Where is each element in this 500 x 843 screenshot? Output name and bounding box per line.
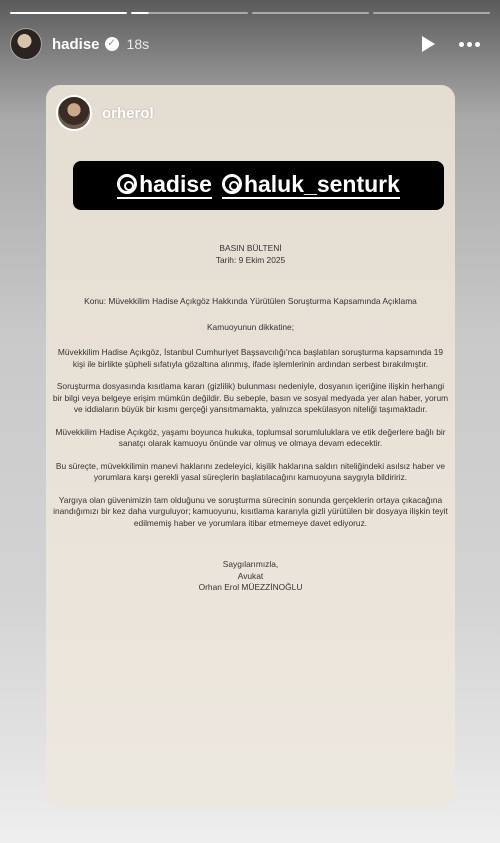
progress-segment-3 xyxy=(252,12,369,14)
doc-paragraph-5: Yargıya olan güvenimizin tam olduğunu ve soruşturma sürecinin sonunda gerçeklerin ortaya çıkacağına inandığımızı bir kez daha vurguluyor; kamuoyunu, kısıtlama kararıyla gizli yürütülen bir dosyaya ilişkin teyit edilmemiş haber ve yorumlara itibar etmemeye davet ediyoruz. xyxy=(53,494,448,528)
threads-icon xyxy=(117,174,137,194)
doc-signature: Orhan Erol MÜEZZİNOĞLU xyxy=(198,582,303,592)
mention-hadise[interactable]: hadise xyxy=(117,172,212,199)
doc-date: Tarih: 9 Ekim 2025 xyxy=(215,254,286,265)
avatar[interactable] xyxy=(10,28,42,60)
post-username[interactable]: orherol xyxy=(102,104,154,122)
story-header xyxy=(10,26,490,62)
embedded-post[interactable] xyxy=(46,85,455,809)
doc-role: Avukat xyxy=(237,570,264,581)
story-time: 18s xyxy=(126,36,150,52)
mention-sticker xyxy=(73,161,444,210)
more-options-icon[interactable] xyxy=(459,42,480,47)
doc-heading: BASIN BÜLTENİ xyxy=(219,243,282,253)
verified-badge-icon: ✓ xyxy=(105,37,119,51)
progress-segment-4 xyxy=(373,12,490,14)
doc-paragraph-2: Soruşturma dosyasında kısıtlama kararı (gizlilik) bulunması nedeniyle, dosyanın içeriğine ilişkin herhangi bir bilgi veya belgeye erişim mümkün değildir. Bu sebeple, basın ve sosyal medyada yer alan haber, yorum ve iddiaların büyük bir kısmı gerçeği yansıtmamakta, yalnızca spekülasyon niteliği taşımaktadır. xyxy=(52,381,449,414)
post-header xyxy=(56,95,154,131)
story-progress-bar xyxy=(10,12,490,14)
mention-haluk-senturk[interactable]: haluk_senturk xyxy=(222,172,400,199)
doc-subject: Konu: Müvekkilim Hadise Açıkgöz Hakkında Yürütülen Soruşturma Kapsamında Açıklama xyxy=(84,296,417,306)
play-icon[interactable] xyxy=(422,36,435,52)
progress-segment-1 xyxy=(10,12,127,14)
threads-icon xyxy=(222,174,242,194)
story-username[interactable]: hadise xyxy=(52,35,100,53)
progress-segment-2 xyxy=(131,12,248,14)
post-avatar[interactable] xyxy=(56,95,92,131)
press-release-document xyxy=(46,243,455,594)
doc-paragraph-4: Bu süreçte, müvekkilimin manevi haklarını zedeleyici, kişilik haklarına saldırı niteliğindeki asılsız haber ve yorumlara karşı gerekli yasal süreçlerin başlatılacağını kamuoyuna saygıyla bildiririz. xyxy=(55,460,446,482)
doc-paragraph-3: Müvekkilim Hadise Açıkgöz, yaşamı boyunca hukuka, toplumsal sorumluluklara ve etik değerlere bağlı bir sanatçı olarak kamuoyu önünde var olmuş ve olmaya devam edecektir. xyxy=(55,426,446,448)
doc-salutation: Kamuoyunun dikkatine; xyxy=(206,321,295,332)
doc-paragraph-1: Müvekkilim Hadise Açıkgöz, İstanbul Cumhuriyet Başsavcılığı'nca başlatılan soruşturma kapsamında 19 kişi ile birlikte şüpheli sıfatıyla gözaltına alınmış, ifade işlemlerinin ardından serbest bırakılmıştır. xyxy=(57,347,444,369)
doc-closing: Saygılarımızla, xyxy=(222,559,279,569)
